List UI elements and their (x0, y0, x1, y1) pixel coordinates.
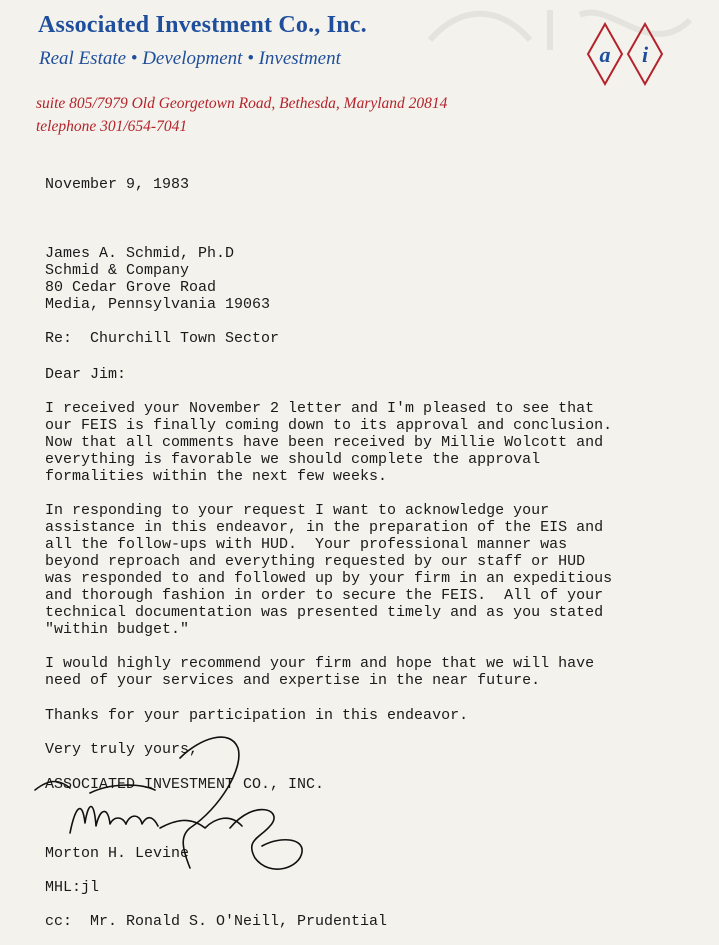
body-line: formalities within the next few weeks. (45, 468, 388, 485)
body-line: all the follow-ups with HUD. Your professional manner was (45, 536, 568, 553)
signer-name: Morton H. Levine (45, 845, 190, 862)
paragraph-1 (45, 400, 612, 485)
logo-letter-i: i (641, 42, 649, 67)
body-line: assistance in this endeavor, in the preparation of the EIS and (45, 519, 604, 536)
recipient-line: 80 Cedar Grove Road (45, 279, 217, 296)
body-line: "within budget." (45, 621, 190, 638)
watermark-mark (420, 0, 719, 60)
body-line: beyond reproach and everything requested by our staff or HUD (45, 553, 586, 570)
logo-letter-a: a (599, 42, 611, 67)
company-phone: telephone 301/654-7041 (36, 118, 188, 135)
closing: Very truly yours, (45, 741, 199, 758)
body-line: need of your services and expertise in the near future. (45, 672, 541, 689)
cc-line: cc: Mr. Ronald S. O'Neill, Prudential (45, 913, 388, 930)
company-address: suite 805/7979 Old Georgetown Road, Bethesda, Maryland 20814 (36, 95, 448, 112)
recipient-line: James A. Schmid, Ph.D (45, 245, 235, 262)
salutation: Dear Jim: (45, 366, 127, 383)
body-line: was responded to and followed up by your firm in an expeditious (45, 570, 613, 587)
company-name: Associated Investment Co., Inc. (38, 12, 367, 38)
letter-date: November 9, 1983 (45, 176, 190, 193)
subject-line: Re: Churchill Town Sector (45, 330, 280, 347)
recipient-address (45, 245, 270, 313)
body-line: I would highly recommend your firm and hope that we will have (45, 655, 595, 672)
body-line: everything is favorable we should complete the approval (45, 451, 541, 468)
handwritten-signature (30, 728, 320, 878)
typist-initials: MHL:jl (45, 879, 100, 896)
recipient-line: Media, Pennsylvania 19063 (45, 296, 271, 313)
recipient-line: Schmid & Company (45, 262, 190, 279)
company-tagline: Real Estate • Development • Investment (39, 48, 341, 69)
body-line: our FEIS is finally coming down to its approval and conclusion. (45, 417, 613, 434)
body-line: Now that all comments have been received by Millie Wolcott and (45, 434, 604, 451)
body-line: I received your November 2 letter and I'm pleased to see that (45, 400, 595, 417)
body-line: and thorough fashion in order to secure the FEIS. All of your (45, 587, 604, 604)
paragraph-3 (45, 655, 594, 689)
company-logo (586, 22, 664, 86)
paragraph-2 (45, 502, 612, 638)
thanks-line: Thanks for your participation in this endeavor. (45, 707, 469, 724)
body-line: technical documentation was presented timely and as you stated (45, 604, 604, 621)
closing-company: ASSOCIATED INVESTMENT CO., INC. (45, 776, 325, 793)
body-line: In responding to your request I want to acknowledge your (45, 502, 550, 519)
